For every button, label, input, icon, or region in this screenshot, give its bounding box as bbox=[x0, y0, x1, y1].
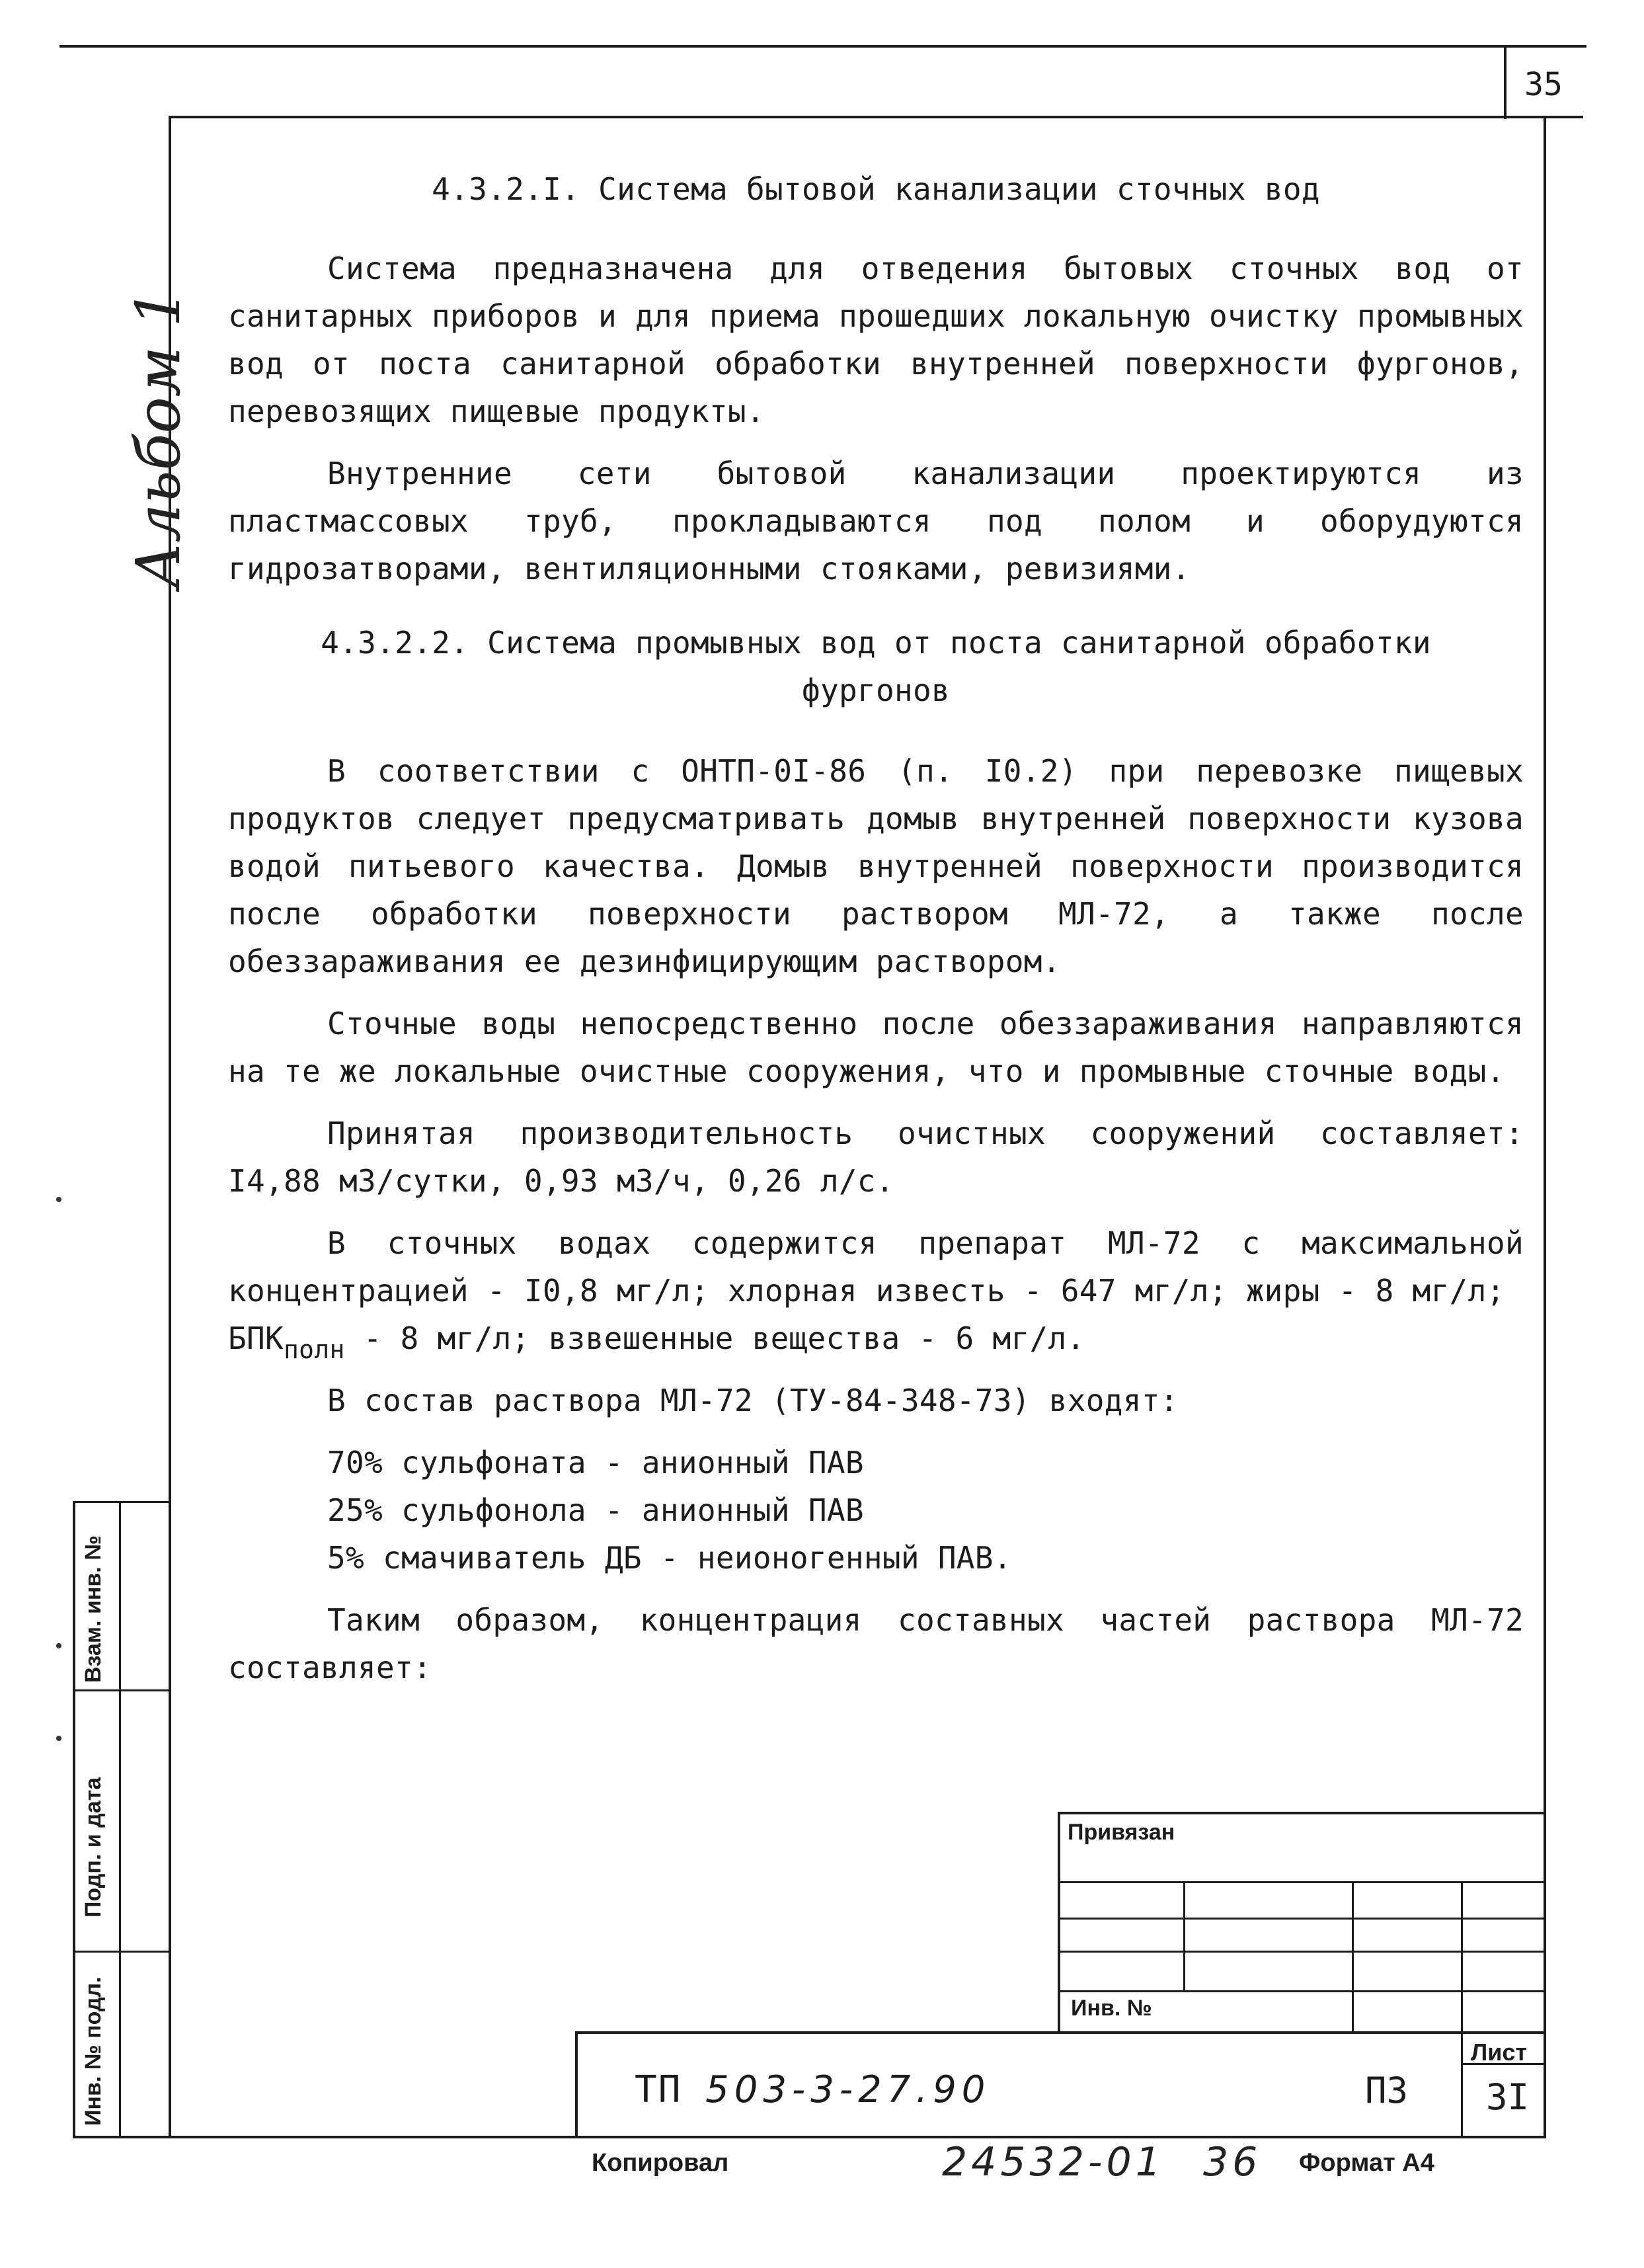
section-heading-4-3-2-2 bbox=[228, 619, 1524, 714]
heading-line: 4.3.2.2. Система промывных вод от поста санитарной обработки bbox=[321, 625, 1431, 661]
paragraph: Таким образом, концентрация составных частей раствора МЛ-72 составляет: bbox=[228, 1602, 1524, 1685]
scan-dot bbox=[56, 1736, 61, 1741]
archive-number: 24532-01 bbox=[942, 2139, 1165, 2185]
page-number: 35 bbox=[1524, 66, 1563, 103]
project-code-number: 503-3-27.90 bbox=[705, 2068, 991, 2111]
stamp-col1 bbox=[1183, 1881, 1185, 1990]
stamp-main-left bbox=[575, 2031, 578, 2138]
section-heading-4-3-2-1: 4.3.2.I. Система бытовой канализации сточных вод bbox=[432, 171, 1320, 207]
inv-no-label: Инв. № bbox=[1071, 1996, 1152, 2021]
paragraph: В состав раствора МЛ-72 (ТУ-84-348-73) входят: bbox=[327, 1383, 1179, 1418]
paragraph: Принятая производительность очистных сооружений составляет: I4,88 м3/сутки, 0,93 м3/ч, 0,26 л/с. bbox=[228, 1115, 1524, 1199]
text: В сточных водах содержится препарат МЛ-72 с максимальной концентрацией - I0,8 мг/л; хлорная известь - 647 мг/л; жиры - 8 мг/л; bbox=[228, 1225, 1524, 1309]
sheet-number: 3I bbox=[1486, 2076, 1530, 2118]
side-label-inv: Инв. № подл. bbox=[81, 1976, 106, 2126]
stamp-row1 bbox=[1058, 1881, 1546, 1883]
frame-bottom bbox=[73, 2136, 1546, 2138]
margin-note-album: Альбом 1 bbox=[123, 288, 194, 588]
kopiroval-label: Копировал bbox=[592, 2149, 729, 2177]
bpk-label: БПК bbox=[228, 1320, 284, 1356]
paragraph-concentrations bbox=[228, 1219, 1524, 1362]
side-column-div1 bbox=[73, 1689, 171, 1691]
frame-top bbox=[169, 116, 1583, 118]
scan-dot bbox=[56, 1643, 61, 1648]
stamp-main-top bbox=[575, 2031, 1546, 2034]
stamp-left bbox=[1058, 1812, 1060, 2033]
stamp-row4 bbox=[1058, 1990, 1546, 1992]
paragraph: В соответствии с ОНТП-0I-86 (п. I0.2) при перевозке пищевых продуктов следует предусматривать домыв внутренней поверхности кузова водой питьевого качества. Домыв внутренней поверхности производится после обработки поверхности раствором МЛ-72, а также после обеззараживания ее дезинфицирующим раствором. bbox=[228, 753, 1524, 979]
text: - 8 мг/л; взвешенные вещества - 6 мг/л. bbox=[344, 1320, 1085, 1356]
list-item: 5% смачиватель ДБ - неионогенный ПАВ. bbox=[327, 1540, 1012, 1576]
paragraph: Сточные воды непосредственно после обеззараживания направляются на те же локальные очистные сооружения, что и промывные сточные воды. bbox=[228, 1006, 1524, 1089]
paragraph: Внутренние сети бытовой канализации проектируются из пластмассовых труб, прокладываются под полом и оборудуются гидрозатворами, вентиляционными стояками, ревизиями. bbox=[228, 456, 1524, 587]
paragraph: Система предназначена для отведения бытовых сточных вод от санитарных приборов и для приема прошедших локальную очистку промывных вод от поста санитарной обработки внутренней поверхности фургонов, перевозящих пищевые продукты. bbox=[228, 251, 1524, 429]
bpk-subscript: полн bbox=[283, 1335, 345, 1364]
stamp-row2 bbox=[1058, 1918, 1546, 1920]
project-code-prefix: ТП bbox=[635, 2068, 682, 2111]
scan-dot bbox=[56, 1197, 61, 1202]
side-label-vzam: Взам. инв. № bbox=[81, 1535, 106, 1683]
privyazan-label: Привязан bbox=[1068, 1820, 1175, 1845]
frame-right bbox=[1544, 116, 1546, 2138]
archive-page: 36 bbox=[1203, 2139, 1262, 2185]
list-item: 70% сульфоната - анионный ПАВ bbox=[327, 1445, 864, 1480]
document-body bbox=[228, 165, 1524, 1706]
side-column-mid bbox=[119, 1501, 121, 2138]
side-column-top bbox=[73, 1501, 171, 1503]
sheet-label: Лист bbox=[1471, 2039, 1528, 2066]
side-column-div2 bbox=[73, 1951, 171, 1953]
stamp-top bbox=[1058, 1812, 1546, 1814]
composition-list bbox=[327, 1439, 1524, 1582]
doc-type: ПЗ bbox=[1365, 2070, 1409, 2111]
heading-line: фургонов bbox=[802, 672, 950, 708]
side-column-left bbox=[73, 1501, 75, 2138]
stamp-col3 bbox=[1461, 1881, 1463, 2136]
stamp-row3 bbox=[1058, 1951, 1546, 1953]
top-rule bbox=[59, 45, 1586, 48]
pagenum-box-left bbox=[1504, 45, 1507, 119]
side-label-podp: Подп. и дата bbox=[81, 1777, 106, 1918]
stamp-col2 bbox=[1352, 1881, 1354, 2033]
project-code bbox=[635, 2068, 990, 2111]
format-label: Формат А4 bbox=[1299, 2149, 1434, 2177]
list-item: 25% сульфонола - анионный ПАВ bbox=[327, 1492, 864, 1528]
